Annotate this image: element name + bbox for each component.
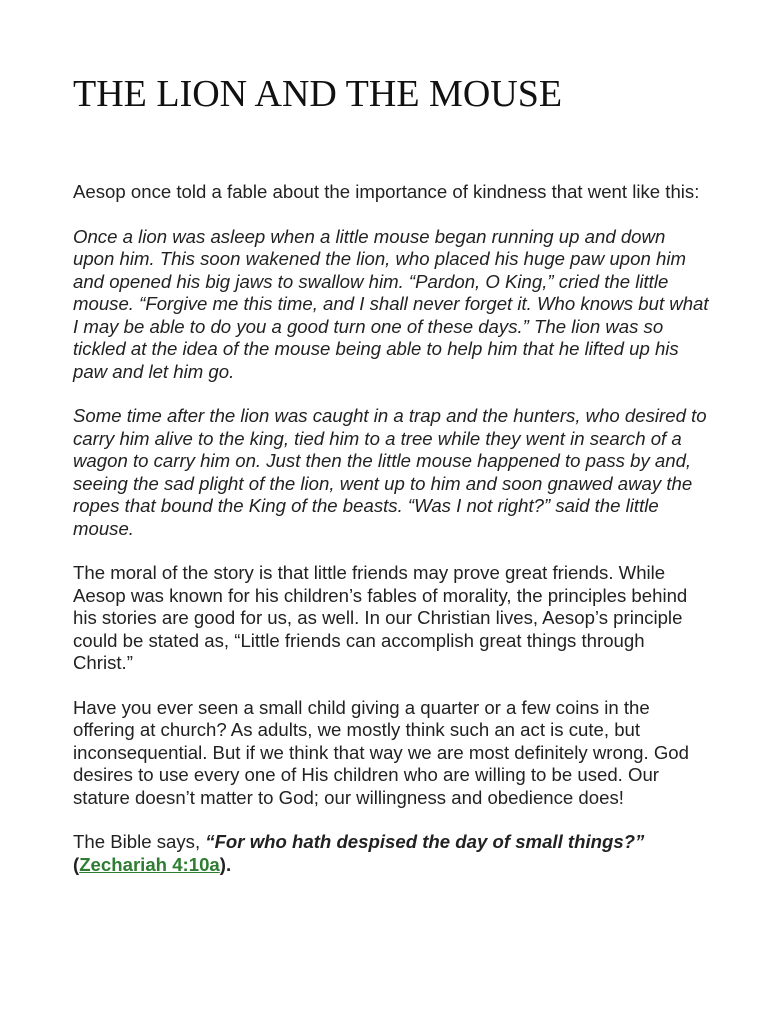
scripture-quote: “For who hath despised the day of small things?” (205, 831, 645, 852)
reference-close: ). (219, 853, 232, 875)
reference-open-paren: ( (73, 853, 80, 875)
fable-paragraph-2: Some time after the lion was caught in a trap and the hunters, who desired to carry him alive to the king, tied him to a tree while they went in search of a wagon to carry him on. Just then the little mouse happened to pass by and, seeing the sad plight of the lion, went up to him and soon gnawed away the ropes that bound the King of the beasts. “Was I not right?” said the little mouse. (73, 405, 707, 539)
fable-paragraph-1: Once a lion was asleep when a little mouse began running up and down upon him. This soon wakened the lion, who placed his huge paw upon him and opened his big jaws to swallow him. “Pardon, O King,” cried the little mouse. “Forgive me this time, and I shall never forget it. Who knows but what I may be able to do you a good turn one of these days.” The lion was so tickled at the idea of the mouse being able to help him that he lifted up his paw and let him go. (73, 225, 709, 382)
bible-lead-text: The Bible says, (73, 831, 206, 852)
bible-paragraph (73, 831, 709, 876)
document-body (73, 181, 709, 898)
moral-paragraph: The moral of the story is that little friends may prove great friends. While Aesop was known for his children’s fables of morality, the principles behind his stories are good for us, as well. In our Christian lives, Aesop’s principle could be stated as, “Little friends can accomplish great things through Christ.” (73, 562, 688, 673)
application-paragraph: Have you ever seen a small child giving a quarter or a few coins in the offering at church? As adults, we mostly think such an act is cute, but inconsequential. But if we think that way we are most definitely wrong. God desires to use every one of His children who are willing to be used. Our stature doesn’t matter to God; our willingness and obedience does! (73, 696, 689, 808)
intro-paragraph: Aesop once told a fable about the importance of kindness that went like this: (73, 181, 700, 202)
page-title: THE LION AND THE MOUSE (73, 73, 563, 115)
scripture-reference-link[interactable]: Zechariah 4:10a (79, 853, 220, 875)
